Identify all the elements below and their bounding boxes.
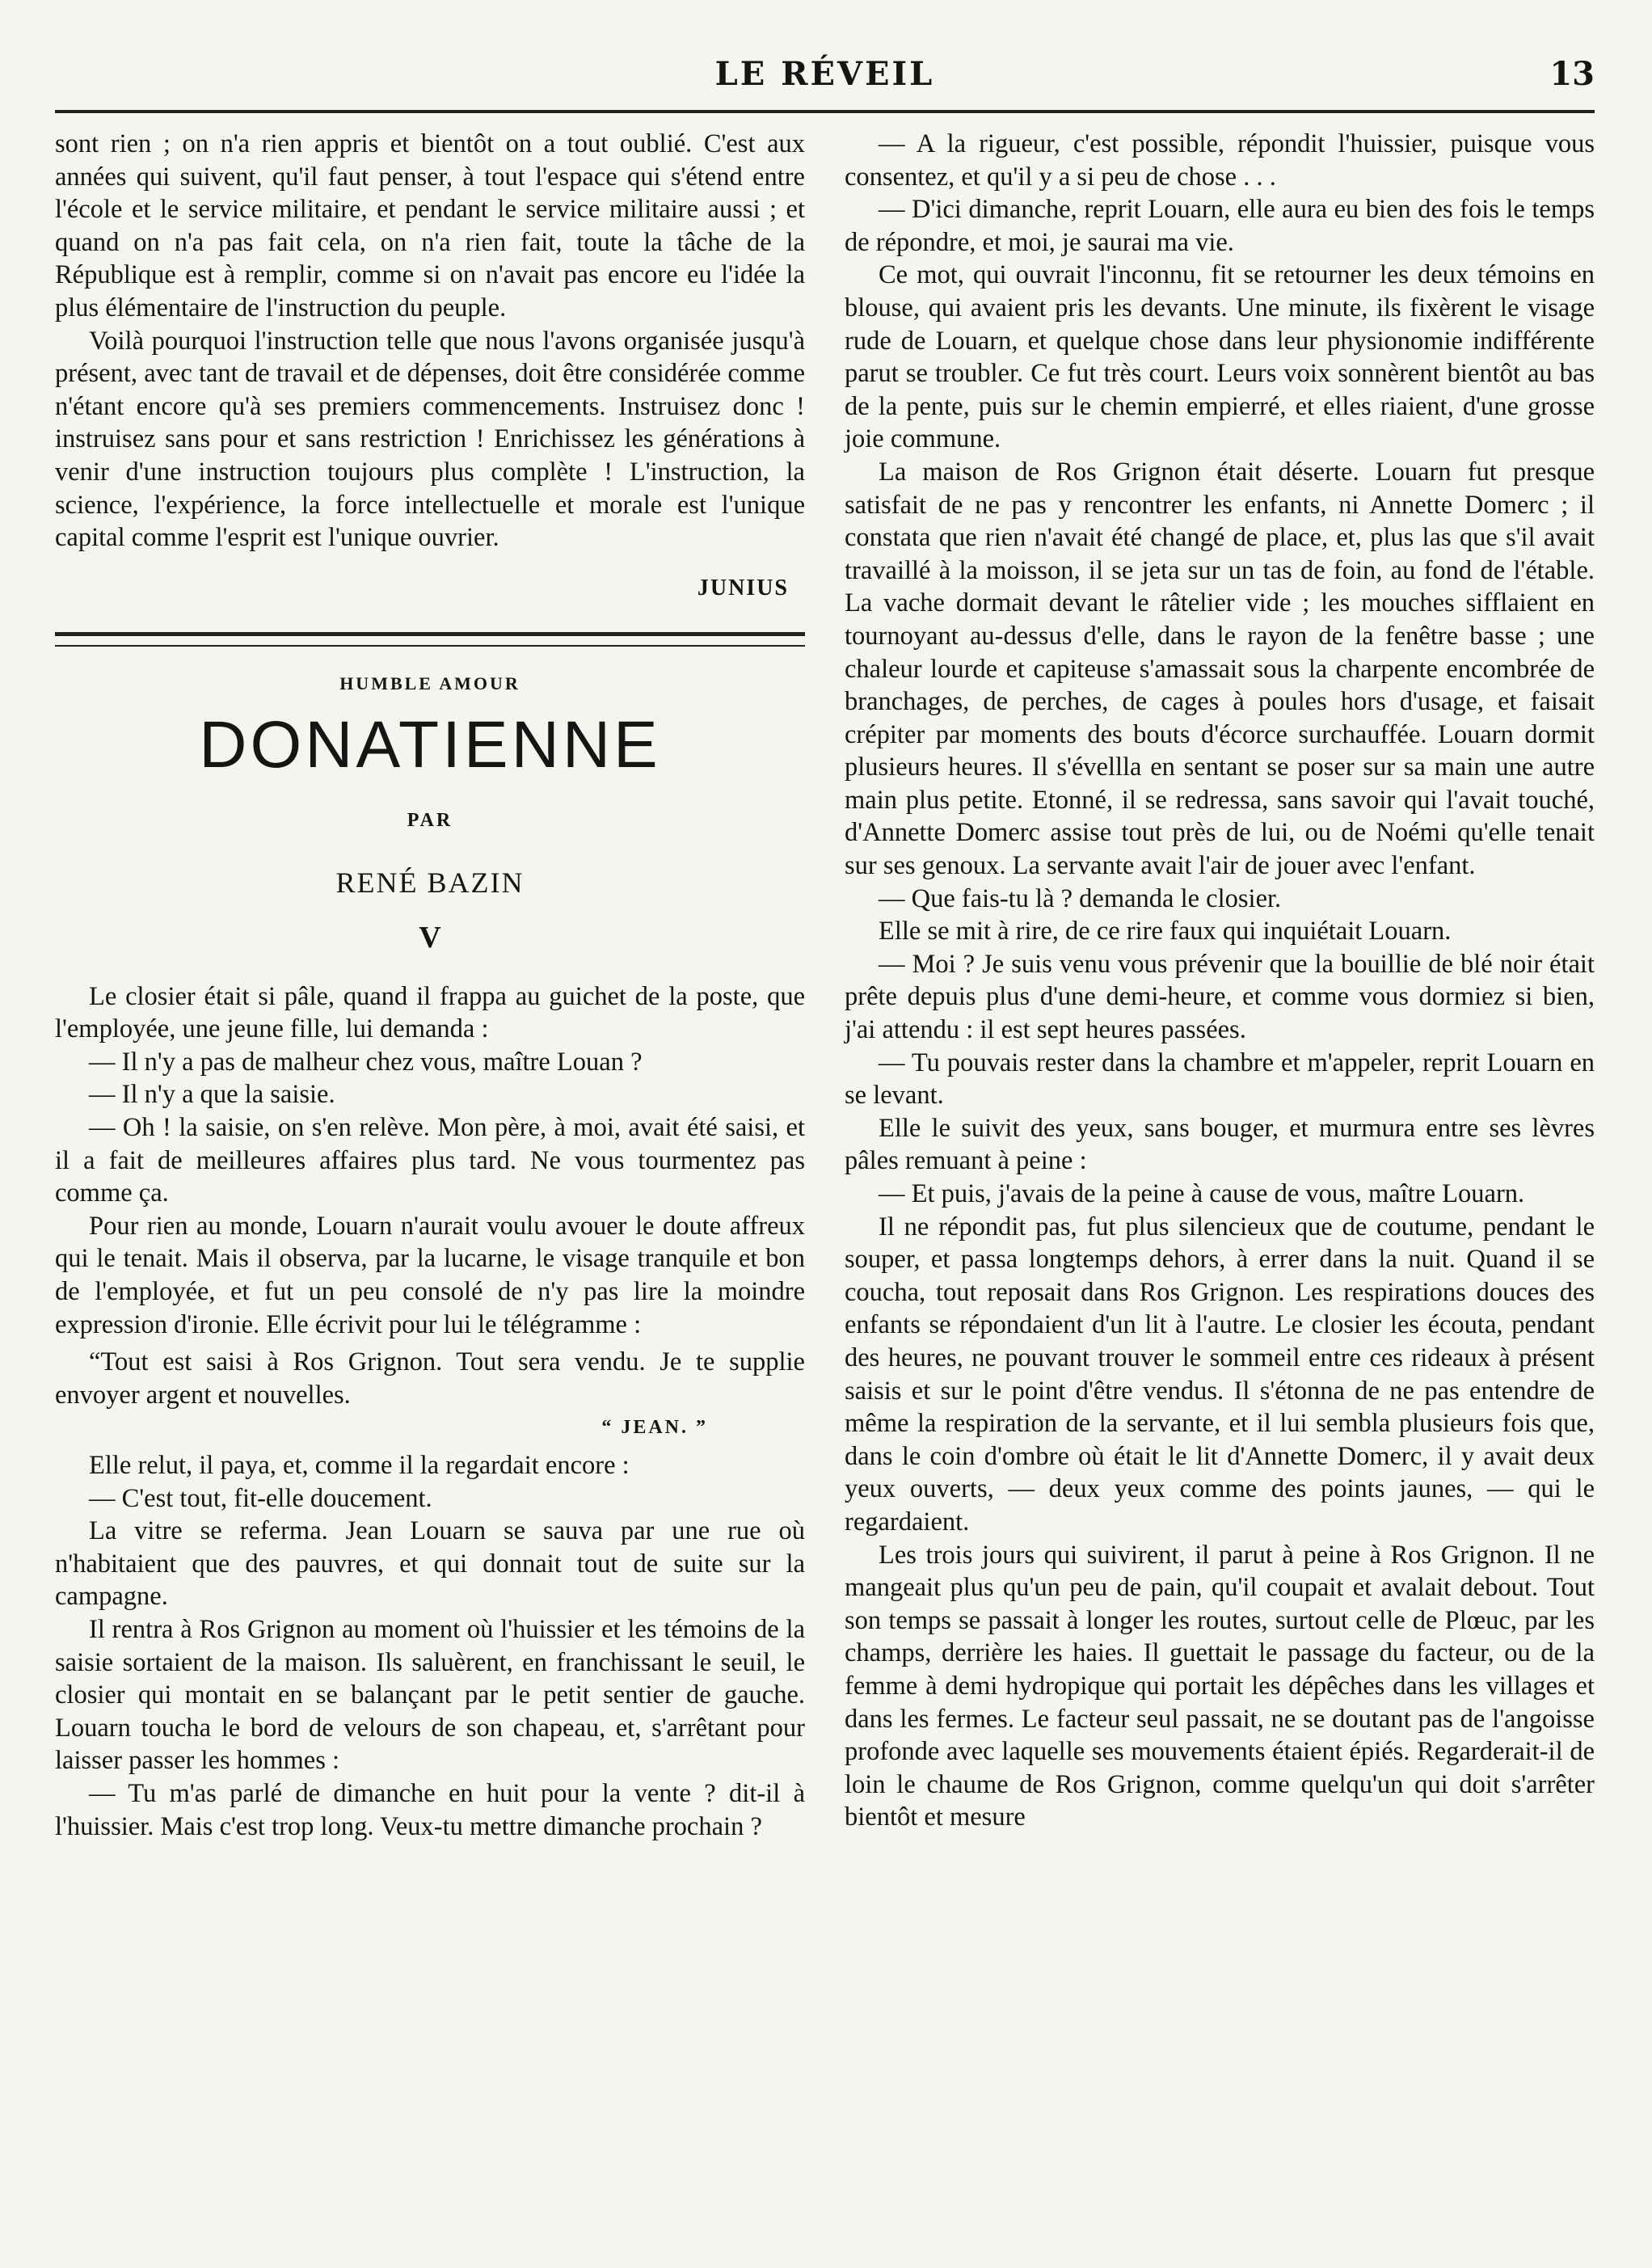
left-column: [55, 128, 805, 1843]
paragraph: La vitre se referma. Jean Louarn se sauva par une rue où n'habitaient que des pauvres, et qui donnait tout de suite sur la campagne.: [55, 1516, 805, 1612]
page-number: 13: [1549, 55, 1595, 93]
dialogue-line: — Et puis, j'avais de la peine à cause de vous, maître Louarn.: [879, 1179, 1525, 1208]
paragraph: Ce mot, qui ouvrait l'inconnu, fit se retourner les deux témoins en blouse, qui avaient pris les devants. Une minute, ils fixèrent le visage rude de Louarn, et quelque chose dans leur physionomie indifférente parut se troubler. Ce fut très court. Leurs voix sonnèrent bientôt au bas de la pente, puis sur le chemin empierré, et elles riaient, d'une grosse joie commune.: [845, 260, 1595, 454]
author-name: RENÉ BAZIN: [335, 866, 525, 899]
section-heading: HUMBLE AMOUR: [339, 673, 520, 694]
dialogue-line: — Que fais-tu là ? demanda le closier.: [879, 883, 1282, 913]
chapter-number: V: [419, 921, 441, 955]
paragraph: Elle le suivit des yeux, sans bouger, et murmura entre ses lèvres pâles remuant à peine :: [845, 1113, 1595, 1176]
paragraph: Elle relut, il paya, et, comme il la regardait encore :: [89, 1451, 630, 1480]
paragraph: sont rien ; on n'a rien appris et bientôt on a tout oublié. C'est aux années qui suivent, qu'il faut penser, à tout l'espace qui s'étend entre l'école et le service militaire, et pendant le service militaire aussi ; et quand on n'a pas fait cela, on n'a rien fait, toute la tâche de la République est à remplir, comme si on n'avait pas encore eu l'idée la plus élémentaire de l'instruction du peuple.: [55, 129, 805, 322]
header-rule: [55, 110, 1595, 113]
masthead: LE RÉVEIL: [714, 55, 935, 93]
dialogue-line: — Tu pouvais rester dans la chambre et m'appeler, reprit Louarn en se levant.: [845, 1048, 1595, 1111]
story-title: DONATIENNE: [199, 707, 661, 782]
paragraph: Voilà pourquoi l'instruction telle que nous l'avons organisée jusqu'à présent, avec tant de travail et de dépenses, doit être considérée comme n'étant encore qu'à ses premiers commencements. Instruisez donc ! instruisez sans pour et sans restriction ! Enrichissez les générations à venir d'une instruction toujours plus complète ! L'instruction, la science, l'expérience, la force intellectuelle et morale est l'unique capital comme l'esprit est l'unique ouvrier.: [55, 326, 805, 553]
telegram-text: “Tout est saisi à Ros Grignon. Tout sera vendu. Je te supplie envoyer argent et nouvelles.: [55, 1347, 805, 1410]
paragraph: La maison de Ros Grignon était déserte. Louarn fut presque satisfait de ne pas y rencontrer les enfants, ni Annette Domerc ; il constata que rien n'avait été changé de place, et, plus las que s'il avait travaillé à la moisson, il se jeta sur un tas de foin, au fond de l'étable. La vache dormait devant le râtelier vide ; les mouches sifflaient en tournoyant au-dessus d'elle, dans le rayon de la fenêtre basse ; une chaleur lourde et capiteuse s'amassait sous la charpente encombrée de branchages, de perches, de cages à poules hors d'usage, et faisait crépiter par moments des bouts d'écorce surchauffée. Louarn dormit plusieurs heures. Il s'évellla en sentant se poser sur sa main une autre main plus petite. Etonné, il se redressa, sans savoir qui l'avait touché, d'Annette Domerc assise tout près de lui, ou de Noémi qu'elle tenait sur ses genoux. La servante avait l'air de jouer avec l'enfant.: [845, 457, 1595, 881]
page-header: [55, 50, 1595, 99]
telegram-signature: “ JEAN. ”: [601, 1417, 708, 1439]
section-divider: [55, 632, 805, 647]
paragraph: Il rentra à Ros Grignon au moment où l'huissier et les témoins de la saisie sortaient de la maison. Ils saluèrent, en franchissant le seuil, le closier qui montait en se balançant par le petit sentier de gauche. Louarn toucha le bord de velours de son chapeau, et, s'arrêtant pour laisser passer les hommes :: [55, 1614, 805, 1776]
dialogue-line: — Oh ! la saisie, on s'en relève. Mon père, à moi, avait été saisi, et il a fait de meilleures affaires plus tard. Ne vous tourmentez pas comme ça.: [55, 1113, 805, 1208]
byline: PAR: [407, 809, 453, 831]
dialogue-line: — Il n'y a que la saisie.: [89, 1080, 335, 1110]
paragraph: Le closier était si pâle, quand il frappa au guichet de la poste, que l'employée, une jeune fille, lui demanda :: [55, 981, 805, 1044]
dialogue-line: — A la rigueur, c'est possible, répondit l'huissier, puisque vous consentez, et qu'il y a si peu de chose . . .: [845, 129, 1595, 192]
paragraph: Pour rien au monde, Louarn n'aurait voulu avouer le doute affreux qui le tenait. Mais il observa, par la lucarne, le visage tranquile et bon de l'employée, et fut un peu consolé de n'y pas lire la moindre expression d'ironie. Elle écrivit pour lui le télégramme :: [55, 1211, 805, 1339]
dialogue-line: — Il n'y a pas de malheur chez vous, maître Louan ?: [89, 1047, 643, 1077]
paragraph: Elle se mit à rire, de ce rire faux qui inquiétait Louarn.: [879, 917, 1452, 946]
dialogue-line: — Tu m'as parlé de dimanche en huit pour la vente ? dit-il à l'huissier. Mais c'est trop long. Veux-tu mettre dimanche prochain ?: [55, 1778, 805, 1841]
dialogue-line: — Moi ? Je suis venu vous prévenir que la bouillie de blé noir était prête depuis plus d'une demi-heure, et comme vous dormiez si bien, j'ai attendu : il est sept heures passées.: [845, 949, 1595, 1045]
paragraph: Il ne répondit pas, fut plus silencieux que de coutume, pendant le souper, et passa longtemps dehors, à errer dans la nuit. Quand il se coucha, tout reposait dans Ros Grignon. Les respirations douces des enfants se répondaient d'un lit à l'autre. Le closier les écouta, pendant des heures, ne pouvant trouver le sommeil entre ces rideaux à présent saisis et sur le point d'être vendus. Il s'étonna de ne pas entendre de même la respiration de la servante, et il lui sembla plusieurs fois que, dans le coin d'ombre où était le lit d'Annette Domerc, il y avait deux yeux ouverts, — deux yeux comme des points jaunes, — qui le regardaient.: [845, 1212, 1595, 1537]
paragraph: Les trois jours qui suivirent, il parut à peine à Ros Grignon. Il ne mangeait plus qu'un peu de pain, qu'il coupait et avalait debout. Tout son temps se passait à longer les routes, surtout celle de Plœuc, par les champs, derrière les haies. Il guettait le passage du facteur, ou de la femme à demi hydropique qui portait les dépêches dans les villages et dans les fermes. Le facteur seul passait, ne se doutant pas de l'angoisse profonde avec laquelle ses mouvements étaient épiés. Regarderait-il de loin le chaume de Ros Grignon, comme quelqu'un qui doit s'arrêter bientôt et mesure: [845, 1540, 1595, 1832]
article-signature: JUNIUS: [697, 575, 789, 601]
dialogue-line: — C'est tout, fit-elle doucement.: [89, 1483, 432, 1513]
dialogue-line: — D'ici dimanche, reprit Louarn, elle aura eu bien des fois le temps de répondre, et moi, je saurai ma vie.: [845, 195, 1595, 257]
right-column: [845, 128, 1595, 1834]
